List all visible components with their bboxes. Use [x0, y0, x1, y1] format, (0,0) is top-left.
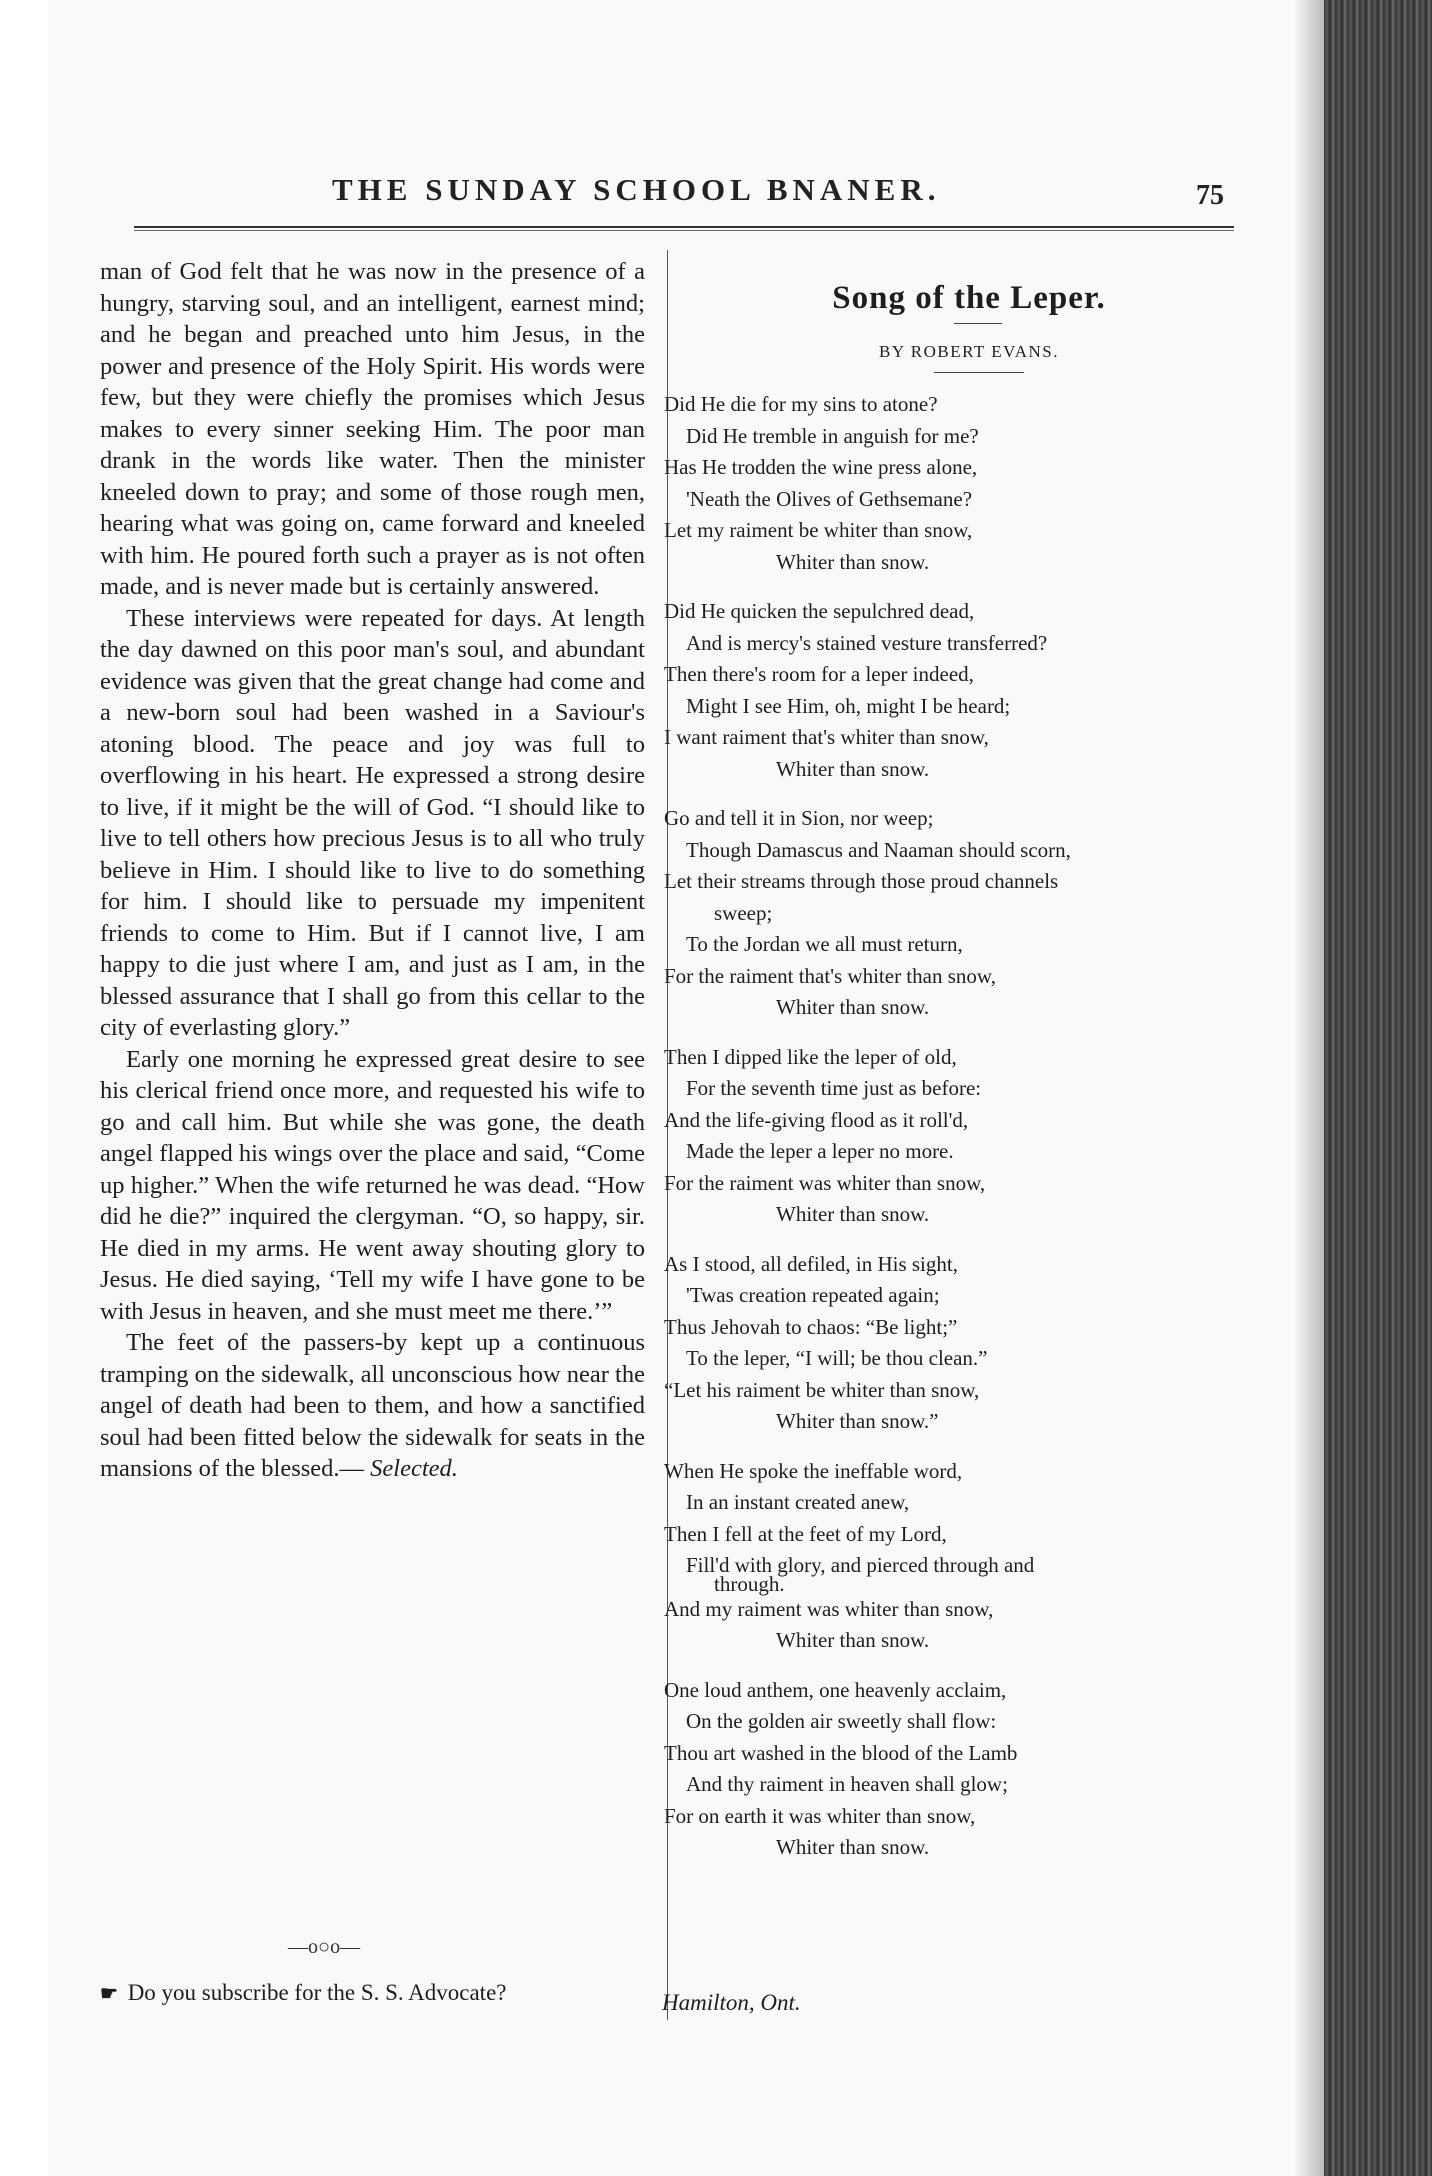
poem-place: Hamilton, Ont. [662, 1990, 801, 2015]
subscription-note [100, 1980, 506, 2006]
poem-line: As I stood, all defiled, in His sight, [664, 1251, 958, 1276]
poem-line: Might I see Him, oh, might I be heard; [686, 693, 1011, 718]
poem-stanza [664, 1249, 1224, 1438]
book-page-edges [1324, 0, 1432, 2176]
poem-line: “Let his raiment be whiter than snow, [664, 1377, 980, 1402]
poem-stanza [664, 1456, 1224, 1657]
poem-line: 'Twas creation repeated again; [686, 1283, 940, 1307]
section-ornament: —o○o— [288, 1936, 361, 1958]
poem-line: One loud anthem, one heavenly acclaim, [664, 1677, 1007, 1702]
article-paragraph-text: The feet of the passers-by kept up a continuous tramping on the sidewalk, all unconscious how near the angel of death had been to them, and how a sanctified soul had been fitted below the sidewalk for seats in the mansions of the blessed.— [100, 1329, 645, 1482]
poem-line: Go and tell it in Sion, nor weep; [664, 806, 934, 830]
title-rule [954, 323, 1002, 324]
running-head: THE SUNDAY SCHOOL BNANER. [332, 172, 941, 207]
poem-line: And thy raiment in heaven shall glow; [686, 1772, 1008, 1796]
poem-line: Then there's room for a leper indeed, [664, 662, 974, 686]
poem-line: When He spoke the ineffable word, [664, 1458, 963, 1483]
poem-line: For the raiment was whiter than snow, [664, 1170, 986, 1195]
poem-line: Though Damascus and Naaman should scorn, [686, 837, 1071, 862]
poem-refrain: Whiter than snow.” [776, 1409, 939, 1433]
poem-line: For the seventh time just as before: [686, 1076, 982, 1100]
poem-stanza [664, 389, 1224, 578]
poem-line: Then I dipped like the leper of old, [664, 1044, 957, 1069]
poem-line: Let their streams through those proud channels [664, 869, 1059, 893]
poem-line-continuation: through. [714, 1571, 785, 1596]
poem-stanza [664, 803, 1224, 1024]
header-rule [134, 226, 1234, 231]
pointing-hand-icon: ☛ [100, 1983, 116, 2005]
poem-line: Has He trodden the wine press alone, [664, 455, 978, 479]
poem-line: Thus Jehovah to chaos: “Be light;” [664, 1314, 958, 1339]
poem-line: To the leper, “I will; be thou clean.” [686, 1346, 988, 1370]
right-column-poem [664, 262, 1224, 2022]
poem-refrain: Whiter than snow. [776, 756, 930, 781]
article-paragraph [100, 1327, 645, 1485]
poem-line: Did He quicken the sepulchred dead, [664, 599, 975, 623]
poem-line: And the life-giving flood as it roll'd, [664, 1107, 969, 1132]
poem-line: And is mercy's stained vesture transferred? [686, 630, 1048, 655]
poem-line-continuation: sweep; [714, 900, 773, 925]
poem-line: For on earth it was whiter than snow, [664, 1803, 976, 1828]
poem-line: Did He die for my sins to atone? [664, 392, 938, 416]
poem-refrain: Whiter than snow. [776, 995, 930, 1019]
poem-line: Then I fell at the feet of my Lord, [664, 1521, 947, 1546]
byline-rule [934, 372, 1024, 373]
poem-refrain: Whiter than snow. [776, 1835, 930, 1859]
poem-line: Did He tremble in anguish for me? [686, 423, 979, 448]
poem-line: Thou art washed in the blood of the Lamb [664, 1740, 1018, 1765]
poem-line: 'Neath the Olives of Gethsemane? [686, 486, 973, 511]
left-column-article [100, 256, 645, 2016]
poem-stanza [664, 596, 1224, 785]
poem-line: On the golden air sweetly shall flow: [686, 1709, 997, 1733]
poem-line: Made the leper a leper no more. [686, 1139, 954, 1163]
poem-line: Fill'd with glory, and pierced through and [686, 1553, 1035, 1577]
poem-title: Song of the Leper. [832, 280, 1106, 316]
poem-refrain: Whiter than snow. [776, 1202, 930, 1226]
poem-line: And my raiment was whiter than snow, [664, 1596, 994, 1621]
poem-line: In an instant created anew, [686, 1490, 910, 1514]
article-paragraph: Early one morning he expressed great desire to see his clerical friend once more, and requested his wife to go and call him. But while she was gone, the death angel flapped his wings over the place and said, “Come up higher.” When the wife returned he was dead. “How did he die?” inquired the clergyman. “O, so happy, sir. He died in my arms. He went away shouting glory to Jesus. He died saying, ‘Tell my wife I have gone to be with Jesus in heaven, and she must meet me there.’” [100, 1045, 645, 1325]
page-number: 75 [1196, 180, 1224, 211]
poem-line: Let my raiment be whiter than snow, [664, 518, 973, 542]
poem-line: I want raiment that's whiter than snow, [664, 725, 989, 749]
poem-refrain: Whiter than snow. [776, 549, 930, 574]
subscription-note-text: Do you subscribe for the S. S. Advocate? [127, 1980, 507, 2005]
poem-stanza [664, 1675, 1224, 1864]
article-paragraph: man of God felt that he was now in the presence of a hungry, starving soul, and an intelligent, earnest mind; and he began and preached unto him Jesus, in the power and presence of the Holy Spirit. His words were few, but they were chiefly the promises which Jesus makes to every sinner seeking Him. The poor man drank in the words like water. Then the minister kneeled down to pray; and some of those rough men, hearing what was going on, came forward and kneeled with him. He poured forth such a prayer as is not often made, and is never made but is certainly answered. [100, 258, 645, 600]
poem-refrain: Whiter than snow. [776, 1628, 930, 1652]
article-paragraph: These interviews were repeated for days. At length the day dawned on this poor man's soul, and abundant evidence was given that the great change had come and a new-born soul had been washed in a Saviour's atoning blood. The peace and joy was full to overflowing in his heart. He expressed a strong desire to live, if it might be the will of God. “I should like to live to tell others how precious Jesus is to all who truly believe in Him. I should like to live to do something for him. I should like to persuade my impenitent friends to come to Him. But if I cannot live, I am happy to die just where I am, and just as I am, in the blessed assurance that I shall go from this cellar to the city of everlasting glory.” [100, 604, 645, 1041]
poem-line: For the raiment that's whiter than snow, [664, 963, 996, 988]
poem-line: To the Jordan we all must return, [686, 932, 963, 956]
page-gutter-shadow [1294, 0, 1324, 2176]
poem-byline: BY ROBERT EVANS. [879, 342, 1059, 361]
source-credit: Selected. [370, 1455, 458, 1482]
poem-stanza [664, 1042, 1224, 1231]
